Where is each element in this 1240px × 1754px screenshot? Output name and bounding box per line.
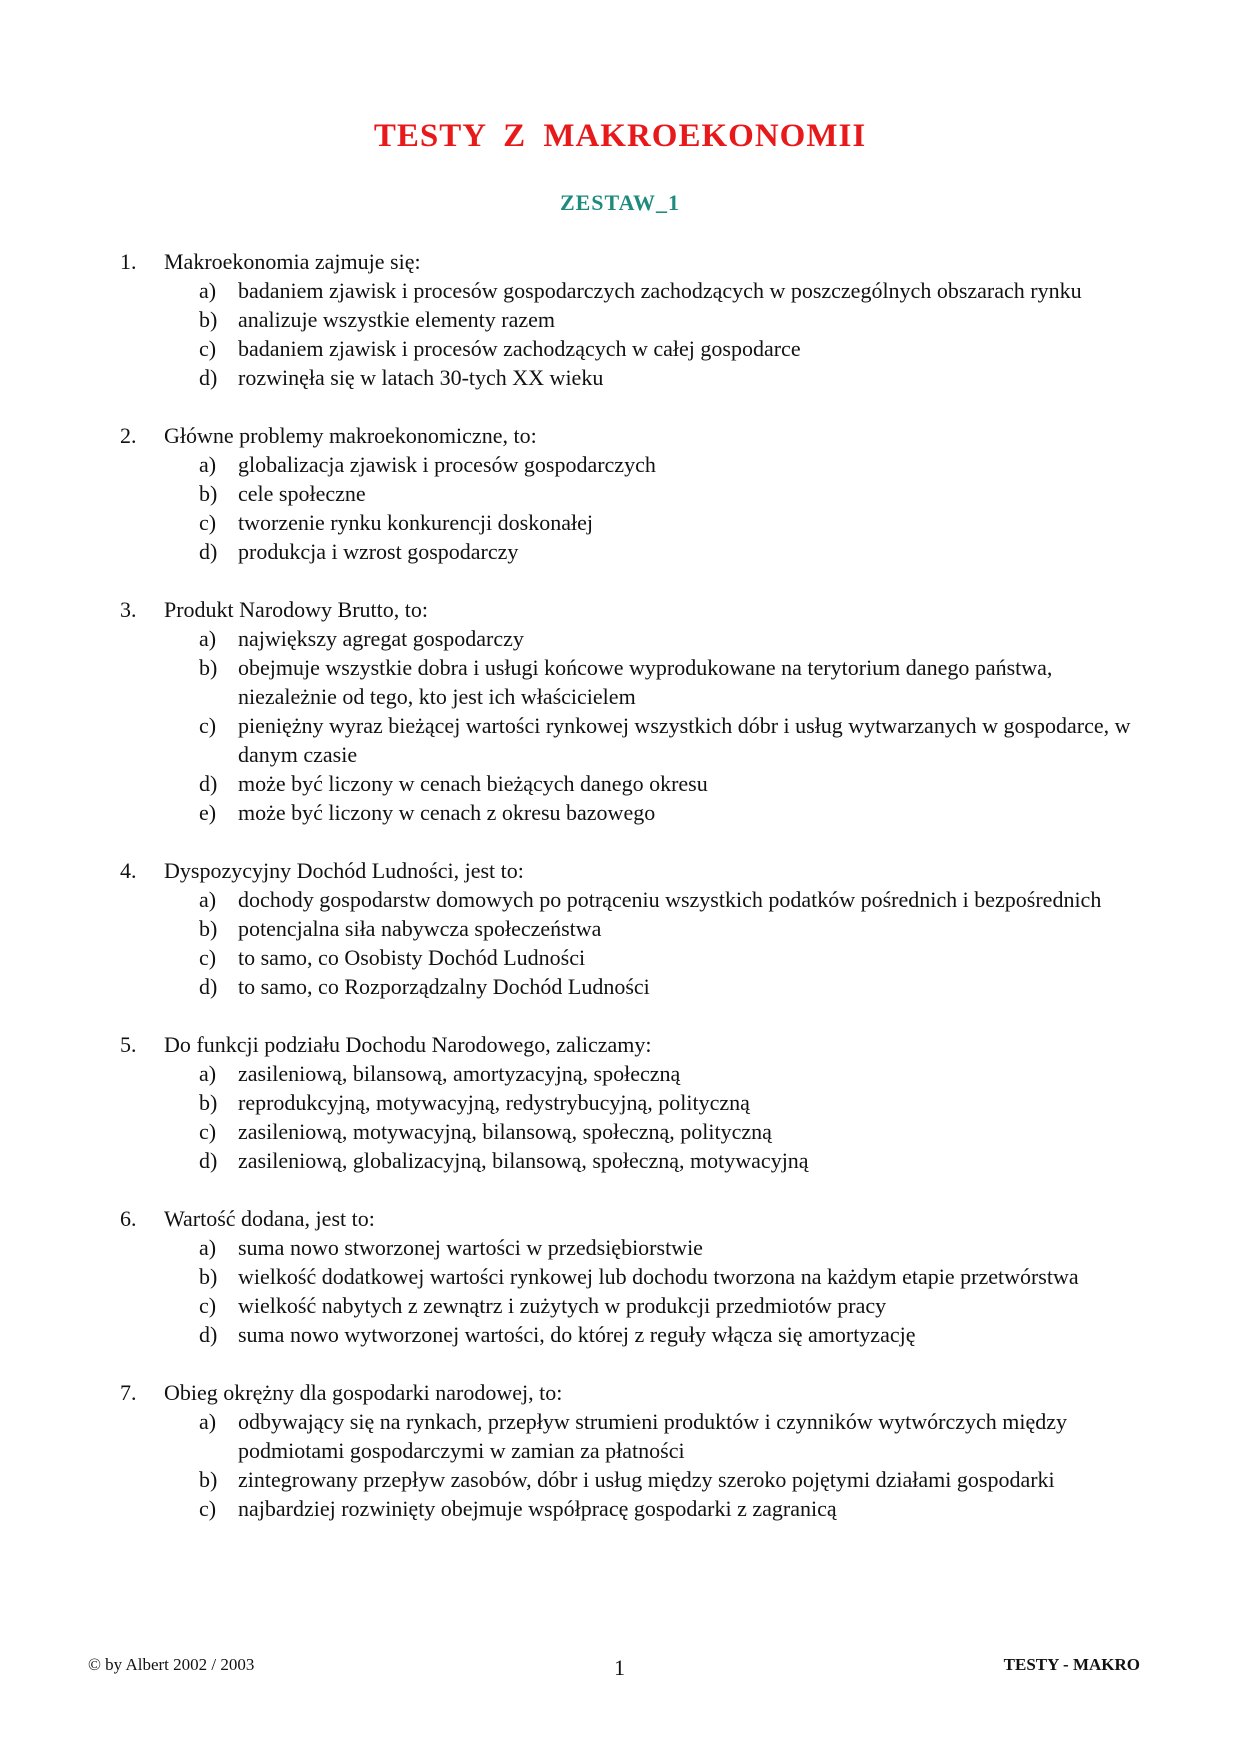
option-text: to samo, co Rozporządzalny Dochód Ludności [238, 974, 650, 999]
answer-option [0, 1262, 1240, 1291]
footer-doc-title: TESTY - MAKRO [1003, 1655, 1140, 1674]
answer-option [0, 1291, 1240, 1320]
question-text: Główne problemy makroekonomiczne, to: [164, 423, 537, 448]
set-subtitle: ZESTAW_1 [559, 190, 681, 215]
option-letter: c) [199, 1293, 217, 1318]
question-line [0, 595, 1240, 624]
question-text: Wartość dodana, jest to: [164, 1206, 375, 1231]
answer-option [0, 1233, 1240, 1262]
answer-option [0, 914, 1240, 943]
answer-option [0, 972, 1240, 1001]
option-text: cele społeczne [238, 481, 366, 506]
answer-option [0, 1465, 1240, 1494]
answer-option [0, 276, 1240, 305]
option-letter: a) [199, 1061, 217, 1086]
answer-option [0, 334, 1240, 363]
option-text: to samo, co Osobisty Dochód Ludności [238, 945, 586, 970]
option-letter: b) [199, 1467, 218, 1492]
option-text: dochody gospodarstw domowych po potrąceniu wszystkich podatków pośrednich i bezpośrednich [238, 887, 1102, 912]
option-text: wielkość dodatkowej wartości rynkowej lub dochodu tworzona na każdym etapie przetwórstwa [238, 1264, 1079, 1289]
option-letter: c) [199, 510, 217, 535]
answer-option [0, 508, 1240, 537]
question-number: 5. [120, 1032, 137, 1057]
option-letter: d) [199, 539, 218, 564]
question-number: 1. [120, 249, 137, 274]
option-letter: a) [199, 278, 217, 303]
answer-option [0, 305, 1240, 334]
option-text: badaniem zjawisk i procesów gospodarczych zachodzących w poszczególnych obszarach rynku [238, 278, 1082, 303]
answer-option [0, 653, 1240, 711]
option-letter: a) [199, 626, 217, 651]
question-5 [0, 1030, 1240, 1175]
option-letter: a) [199, 1409, 217, 1434]
question-6 [0, 1204, 1240, 1349]
option-text: zasileniową, bilansową, amortyzacyjną, społeczną [238, 1061, 681, 1086]
option-text: obejmuje wszystkie dobra i usługi końcowe wyprodukowane na terytorium danego państwa, niezależnie od tego, kto jest ich właścicielem [238, 655, 1053, 709]
question-line [0, 856, 1240, 885]
question-number: 3. [120, 597, 137, 622]
option-letter: b) [199, 307, 218, 332]
option-letter: e) [199, 800, 217, 825]
option-text: może być liczony w cenach bieżących danego okresu [238, 771, 708, 796]
option-text: badaniem zjawisk i procesów zachodzących w całej gospodarce [238, 336, 801, 361]
option-letter: d) [199, 1322, 218, 1347]
option-letter: d) [199, 771, 218, 796]
option-text: pieniężny wyraz bieżącej wartości rynkowej wszystkich dóbr i usług wytwarzanych w gospodarce, w danym czasie [238, 713, 1131, 767]
footer-copyright: © by Albert 2002 / 2003 [88, 1655, 255, 1674]
question-text: Dyspozycyjny Dochód Ludności, jest to: [164, 858, 524, 883]
question-text: Makroekonomia zajmuje się: [164, 249, 421, 274]
question-3 [0, 595, 1240, 827]
page-number: 1 [614, 1655, 625, 1680]
answer-option [0, 769, 1240, 798]
option-text: zintegrowany przepływ zasobów, dóbr i usług między szeroko pojętymi działami gospodarki [238, 1467, 1055, 1492]
option-text: analizuje wszystkie elementy razem [238, 307, 556, 332]
option-text: reprodukcyjną, motywacyjną, redystrybucyjną, polityczną [238, 1090, 750, 1115]
question-number: 4. [120, 858, 137, 883]
option-text: najbardziej rozwinięty obejmuje współpracę gospodarki z zagranicą [238, 1496, 837, 1521]
answer-option [0, 1059, 1240, 1088]
question-text: Produkt Narodowy Brutto, to: [164, 597, 428, 622]
option-letter: a) [199, 1235, 217, 1260]
question-number: 2. [120, 423, 137, 448]
answer-option [0, 1494, 1240, 1523]
option-text: może być liczony w cenach z okresu bazowego [238, 800, 656, 825]
answer-option [0, 798, 1240, 827]
option-text: odbywający się na rynkach, przepływ strumieni produktów i czynników wytwórczych między podmiotami gospodarczymi w zamian za płatności [238, 1409, 1068, 1463]
option-letter: b) [199, 1264, 218, 1289]
option-text: globalizacja zjawisk i procesów gospodarczych [238, 452, 656, 477]
question-list [0, 247, 1240, 1552]
option-text: zasileniową, globalizacyjną, bilansową, społeczną, motywacyjną [238, 1148, 809, 1173]
option-text: suma nowo stworzonej wartości w przedsiębiorstwie [238, 1235, 703, 1260]
option-text: największy agregat gospodarczy [238, 626, 524, 651]
question-7 [0, 1378, 1240, 1523]
option-letter: c) [199, 945, 217, 970]
question-line [0, 1204, 1240, 1233]
question-1 [0, 247, 1240, 392]
question-line [0, 247, 1240, 276]
option-letter: b) [199, 916, 218, 941]
question-number: 7. [120, 1380, 137, 1405]
option-text: tworzenie rynku konkurencji doskonałej [238, 510, 593, 535]
option-letter: d) [199, 365, 218, 390]
answer-option [0, 479, 1240, 508]
answer-option [0, 943, 1240, 972]
page-footer [0, 1655, 1240, 1685]
option-text: suma nowo wytworzonej wartości, do której z reguły włącza się amortyzację [238, 1322, 916, 1347]
option-letter: d) [199, 1148, 218, 1173]
question-number: 6. [120, 1206, 137, 1231]
answer-option [0, 1320, 1240, 1349]
page-title: TESTY Z MAKROEKONOMII [373, 118, 867, 154]
answer-option [0, 450, 1240, 479]
answer-option [0, 624, 1240, 653]
question-line [0, 421, 1240, 450]
answer-option [0, 885, 1240, 914]
option-letter: c) [199, 1496, 217, 1521]
option-letter: a) [199, 452, 217, 477]
option-letter: c) [199, 1119, 217, 1144]
option-letter: b) [199, 1090, 218, 1115]
answer-option [0, 711, 1240, 769]
answer-option [0, 1146, 1240, 1175]
option-letter: a) [199, 887, 217, 912]
option-letter: d) [199, 974, 218, 999]
answer-option [0, 1088, 1240, 1117]
option-text: produkcja i wzrost gospodarczy [238, 539, 519, 564]
question-line [0, 1378, 1240, 1407]
answer-option [0, 1117, 1240, 1146]
option-letter: c) [199, 713, 217, 738]
answer-option [0, 1407, 1240, 1465]
option-letter: b) [199, 655, 218, 680]
question-4 [0, 856, 1240, 1001]
option-text: rozwinęła się w latach 30-tych XX wieku [238, 365, 604, 390]
answer-option [0, 537, 1240, 566]
option-text: potencjalna siła nabywcza społeczeństwa [238, 916, 602, 941]
option-letter: c) [199, 336, 217, 361]
option-text: zasileniową, motywacyjną, bilansową, społeczną, polityczną [238, 1119, 772, 1144]
question-text: Do funkcji podziału Dochodu Narodowego, zaliczamy: [164, 1032, 652, 1057]
question-line [0, 1030, 1240, 1059]
question-2 [0, 421, 1240, 566]
option-text: wielkość nabytych z zewnątrz i zużytych w produkcji przedmiotów pracy [238, 1293, 887, 1318]
question-text: Obieg okrężny dla gospodarki narodowej, to: [164, 1380, 563, 1405]
option-letter: b) [199, 481, 218, 506]
answer-option [0, 363, 1240, 392]
